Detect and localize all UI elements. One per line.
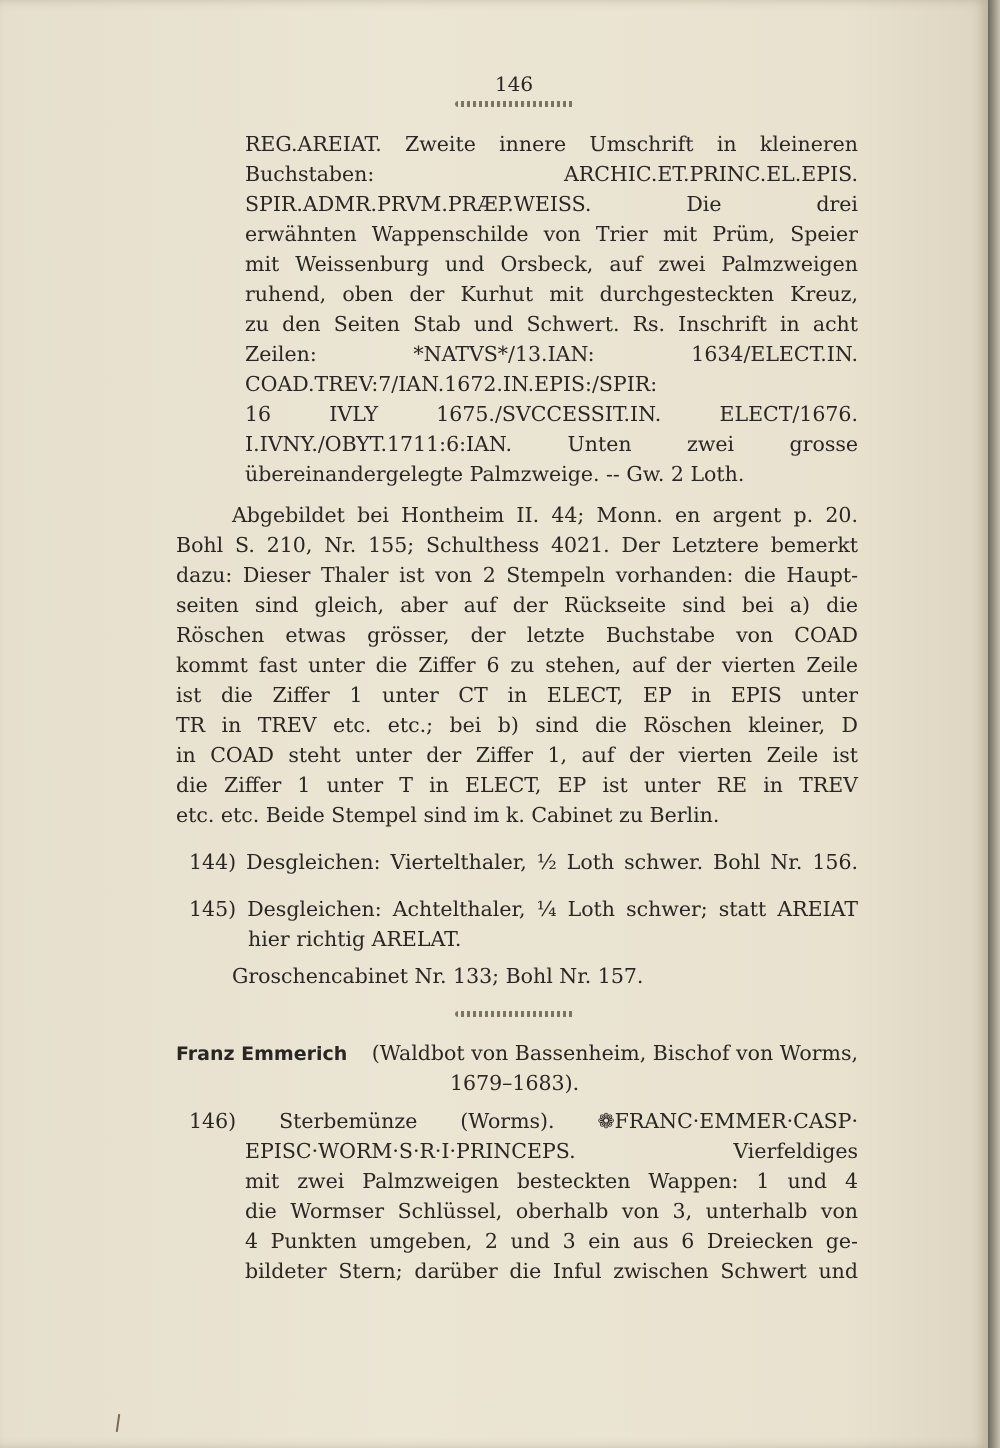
- entry-145-line: hier richtig ARELAT.: [248, 927, 462, 951]
- text-line: erwähnten Wappenschilde von Trier mit Prüm, Speier: [245, 222, 858, 246]
- text-line: TR in TREV etc. etc.; bei b) sind die Röschen kleiner, D: [176, 713, 858, 737]
- text-line: etc. etc. Beide Stempel sind im k. Cabinet zu Berlin.: [176, 803, 720, 827]
- text-line: mit Weissenburg und Orsbeck, auf zwei Palmzweigen: [245, 252, 858, 276]
- paper-blemish: [116, 1414, 120, 1432]
- text-line: Abgebildet bei Hontheim II. 44; Monn. en argent p. 20.: [232, 503, 858, 527]
- entry-144: 144) Desgleichen: Viertelthaler, ½ Loth schwer. Bohl Nr. 156.: [189, 850, 858, 874]
- entry-146-line: EPISC·WORM·S·R·I·PRINCEPS. Vierfeldiges: [245, 1139, 858, 1163]
- text-line: seiten sind gleich, aber auf der Rückseite sind bei a) die: [176, 593, 858, 617]
- text-line: ist die Ziffer 1 unter CT in ELECT, EP in EPIS unter: [176, 683, 858, 707]
- text-line: REG.AREIAT. Zweite innere Umschrift in kleineren: [245, 132, 858, 156]
- entry-146-line: 4 Punkten umgeben, 2 und 3 ein aus 6 Dreiecken ge-: [245, 1229, 858, 1253]
- text-line: zu den Seiten Stab und Schwert. Rs. Inschrift in acht: [245, 312, 858, 336]
- text-line: in COAD steht unter der Ziffer 1, auf der vierten Zeile ist: [176, 743, 858, 767]
- entry-146-line: 146) Sterbemünze (Worms). ❁FRANC·EMMER·CASP·: [189, 1109, 858, 1133]
- text-line: die Ziffer 1 unter T in ELECT, EP ist unter RE in TREV: [176, 773, 858, 797]
- page-number: 146: [494, 72, 534, 96]
- text-line: dazu: Dieser Thaler ist von 2 Stempeln vorhanden: die Haupt-: [176, 563, 858, 587]
- book-spine-edge: [988, 0, 1000, 1448]
- heading-name: Franz Emmerich: [176, 1043, 348, 1065]
- section-heading: [176, 1043, 858, 1064]
- text-line: COAD.TREV:7/IAN.1672.IN.EPIS:/SPIR:: [245, 372, 658, 396]
- text-line: I.IVNY./OBYT.1711:6:IAN. Unten zwei grosse: [245, 432, 858, 456]
- text-line: Bohl S. 210, Nr. 155; Schulthess 4021. Der Letztere bemerkt: [176, 533, 858, 557]
- text-line: Buchstaben: ARCHIC.ET.PRINC.EL.EPIS.: [245, 162, 858, 186]
- entry-146-line: bildeter Stern; darüber die Inful zwischen Schwert und: [245, 1259, 858, 1283]
- heading-years: 1679–1683).: [450, 1071, 580, 1095]
- entry-145-line: 145) Desgleichen: Achtelthaler, ¼ Loth schwer; statt AREIAT: [189, 897, 858, 921]
- entry-146-line: die Wormser Schlüssel, oberhalb von 3, unterhalb von: [245, 1199, 858, 1223]
- text-line: Zeilen: *NATVS*/13.IAN: 1634/ELECT.IN.: [245, 342, 858, 366]
- text-line: Röschen etwas grösser, der letzte Buchstabe von COAD: [176, 623, 858, 647]
- text-line: kommt fast unter die Ziffer 6 zu stehen, auf der vierten Zeile: [176, 653, 858, 677]
- entry-146-line: mit zwei Palmzweigen besteckten Wappen: 1 und 4: [245, 1169, 858, 1193]
- heading-description: (Waldbot von Bassenheim, Bischof von Worms,: [371, 1041, 858, 1065]
- ornament-rule-section: [455, 1011, 575, 1017]
- reference-line: Groschencabinet Nr. 133; Bohl Nr. 157.: [232, 964, 644, 988]
- text-line: 16 IVLY 1675./SVCCESSIT.IN. ELECT/1676.: [245, 402, 858, 426]
- ornament-rule-top: [455, 101, 575, 107]
- text-line: ruhend, oben der Kurhut mit durchgesteckten Kreuz,: [245, 282, 858, 306]
- text-line: SPIR.ADMR.PRVM.PRÆP.WEISS. Die drei: [245, 192, 858, 216]
- text-line: übereinandergelegte Palmzweige. -- Gw. 2 Loth.: [245, 462, 745, 486]
